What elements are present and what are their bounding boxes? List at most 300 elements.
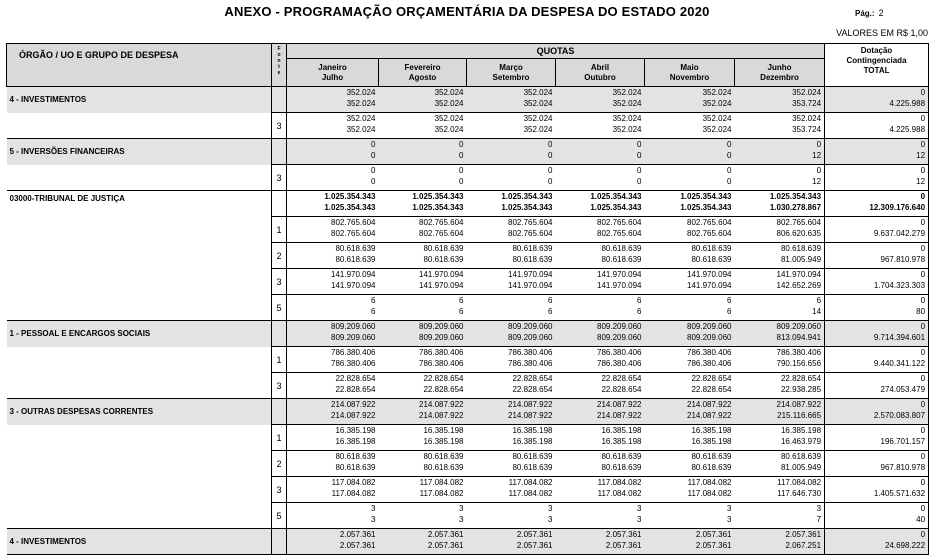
value-top: 2.057.361 [339,530,376,539]
value-bottom: 80.618.639 [512,255,553,264]
quota-cell [735,217,825,243]
value-bottom: 352.024 [612,99,642,108]
value-top: 0 [548,140,553,149]
value-bottom: 352.024 [702,99,732,108]
quota-cell [379,243,467,269]
dotacao-cell [825,165,929,191]
quota-cell [735,399,825,425]
value-top: 352.024 [702,88,732,97]
value-top: 352.024 [346,114,376,123]
value-bottom: 3 [459,515,464,524]
value-bottom: 2.057.361 [695,541,732,550]
page-label: Pág.: [855,9,875,18]
value-bottom: 12 [812,177,822,186]
value-bottom: 2.057.361 [605,541,642,550]
value-bottom: 16.385.198 [512,437,553,446]
quota-cell [556,139,645,165]
quota-cell [287,373,379,399]
value-top: 0 [920,270,926,279]
value-bottom: 786.380.406 [331,359,376,368]
quota-cell [556,503,645,529]
value-bottom: 1.025.354.343 [680,203,732,212]
value-top: 802.765.604 [331,218,376,227]
month-header-second: Setembro [492,72,530,82]
value-top: 141.970.094 [419,270,464,279]
table-row [7,347,929,373]
value-top: 0 [920,192,926,201]
value-top: 352.024 [612,88,642,97]
value-top: 2.057.361 [427,530,464,539]
month-header-first: Janeiro [318,62,347,72]
dotacao-cell [825,87,929,113]
quota-cell [556,243,645,269]
value-top: 786.380.406 [419,348,464,357]
value-bottom: 12.309.176.640 [869,203,926,212]
value-top: 1.025.354.343 [501,192,553,201]
value-top: 80.618.639 [601,244,642,253]
value-top: 802.765.604 [508,218,553,227]
value-top: 214.087.922 [687,400,732,409]
value-bottom: 22.828.654 [691,385,732,394]
value-top: 214.087.922 [508,400,553,409]
value-bottom: 16.385.198 [335,437,376,446]
row-label [7,243,272,269]
table-row [7,399,929,425]
row-label [7,113,272,139]
value-bottom: 142.652.269 [776,281,822,290]
value-top: 80.618.639 [601,452,642,461]
value-bottom: 7 [816,515,822,524]
quota-cell [645,425,735,451]
fonte-header-label: F o n t e [277,46,281,76]
quota-cell [379,139,467,165]
value-bottom: 352.024 [346,125,376,134]
quota-cell [735,451,825,477]
dotacao-cell [825,451,929,477]
value-bottom: 141.970.094 [419,281,464,290]
value-top: 214.087.922 [419,400,464,409]
quota-cell [556,165,645,191]
value-bottom: 12 [916,177,926,186]
quota-cell [645,503,735,529]
value-bottom: 22.828.654 [512,385,553,394]
value-top: 22.828.654 [423,374,464,383]
value-top: 1.025.354.343 [769,192,822,201]
value-top: 117.084.082 [508,478,553,487]
quota-cell [556,321,645,347]
value-top: 1.025.354.343 [324,192,376,201]
row-fonte: 3 [272,165,287,191]
value-top: 3 [816,504,822,513]
row-fonte: 5 [272,503,287,529]
value-top: 6 [459,296,464,305]
table-row [7,165,929,191]
quota-cell [379,87,467,113]
row-label [7,373,272,399]
quota-cell [379,503,467,529]
value-bottom: 802.765.604 [419,229,464,238]
value-bottom: 1.025.354.343 [412,203,464,212]
month-header-second: Julho [321,72,344,82]
fonte-header [272,44,287,87]
row-label: 4 - INVESTIMENTOS [7,529,272,555]
value-top: 786.380.406 [508,348,553,357]
value-bottom: 274.053.479 [880,385,926,394]
dotacao-cell [825,347,929,373]
row-fonte: 2 [272,451,287,477]
value-bottom: 22.828.654 [335,385,376,394]
value-top: 0 [920,348,926,357]
value-bottom: 80.618.639 [335,463,376,472]
quota-cell [645,165,735,191]
value-top: 802.765.604 [687,218,732,227]
value-bottom: 806.620.635 [776,229,822,238]
value-bottom: 117.084.082 [508,489,553,498]
quota-cell [379,269,467,295]
value-bottom: 214.087.922 [419,411,464,420]
row-label [7,451,272,477]
value-bottom: 80.618.639 [335,255,376,264]
quota-cell [287,191,379,217]
value-bottom: 9.637.042.279 [873,229,926,238]
value-top: 117.084.082 [777,478,822,487]
value-bottom: 6 [371,307,376,316]
dotacao-cell [825,191,929,217]
quota-cell [556,477,645,503]
value-top: 809.209.060 [331,322,376,331]
value-top: 80.618.639 [691,452,732,461]
quota-cell [735,243,825,269]
value-bottom: 809.209.060 [508,333,553,342]
value-bottom: 12 [812,151,822,160]
row-label [7,347,272,373]
dotacao-cell [825,321,929,347]
value-top: 0 [920,478,926,487]
value-bottom: 967.810.978 [880,463,926,472]
value-bottom: 1.025.354.343 [590,203,642,212]
quota-cell [287,451,379,477]
value-bottom: 1.025.354.343 [501,203,553,212]
value-top: 352.024 [612,114,642,123]
month-header [287,59,379,87]
value-top: 0 [637,166,642,175]
value-top: 809.209.060 [776,322,822,331]
value-top: 141.970.094 [597,270,642,279]
value-top: 141.970.094 [508,270,553,279]
month-header [556,59,645,87]
quota-cell [287,165,379,191]
value-top: 786.380.406 [331,348,376,357]
quota-cell [467,477,556,503]
value-bottom: 0 [371,177,376,186]
value-top: 117.084.082 [687,478,732,487]
value-top: 214.087.922 [331,400,376,409]
quota-cell [467,321,556,347]
value-bottom: 813.094.941 [776,333,822,342]
row-label: 1 - PESSOAL E ENCARGOS SOCIAIS [7,321,272,347]
dotacao-cell [825,373,929,399]
value-top: 352.024 [523,114,553,123]
document-title: ANEXO - PROGRAMAÇÃO ORÇAMENTÁRIA DA DESPESA DO ESTADO 2020 [224,4,710,19]
orgao-header: ÓRGÃO / UO E GRUPO DE DESPESA [7,44,272,87]
value-bottom: 215.116.665 [777,411,822,420]
value-top: 80.618.639 [423,244,464,253]
quota-cell [645,295,735,321]
table-row [7,113,929,139]
quota-cell [735,165,825,191]
value-top: 22.828.654 [335,374,376,383]
value-top: 16.385.198 [601,426,642,435]
value-top: 214.087.922 [776,400,822,409]
value-top: 117.084.082 [419,478,464,487]
value-bottom: 3 [727,515,732,524]
value-bottom: 809.209.060 [687,333,732,342]
quota-cell [645,113,735,139]
dotacao-cell [825,139,929,165]
value-bottom: 3 [371,515,376,524]
row-label: 3 - OUTRAS DESPESAS CORRENTES [7,399,272,425]
value-top: 0 [920,218,926,227]
dotacao-line-1: Dotação [860,46,893,55]
value-bottom: 353.724 [792,99,822,108]
value-bottom: 0 [459,177,464,186]
value-bottom: 809.209.060 [419,333,464,342]
quota-cell [645,243,735,269]
table-row [7,269,929,295]
quota-cell [379,373,467,399]
value-top: 16.385.198 [335,426,376,435]
quota-cell [735,425,825,451]
quota-cell [645,87,735,113]
value-bottom: 214.087.922 [597,411,642,420]
row-fonte [272,87,287,113]
quota-cell [379,451,467,477]
quota-cell [556,269,645,295]
value-bottom: 6 [727,307,732,316]
value-bottom: 352.024 [523,99,553,108]
quota-cell [735,113,825,139]
quota-cell [287,321,379,347]
value-top: 141.970.094 [776,270,822,279]
value-bottom: 0 [548,177,553,186]
value-top: 3 [727,504,732,513]
quota-cell [556,191,645,217]
quota-cell [556,113,645,139]
quota-cell [645,269,735,295]
value-bottom: 786.380.406 [597,359,642,368]
value-top: 0 [816,166,822,175]
row-fonte: 2 [272,243,287,269]
quota-cell [645,139,735,165]
month-header-first: Fevereiro [404,62,441,72]
value-top: 809.209.060 [597,322,642,331]
value-top: 0 [920,114,926,123]
value-bottom: 0 [459,151,464,160]
dotacao-line-2: Contingenciada [846,56,907,65]
value-top: 786.380.406 [776,348,822,357]
value-bottom: 2.067.251 [785,541,822,550]
quota-cell [556,87,645,113]
row-label [7,269,272,295]
value-bottom: 24.698.222 [884,541,926,550]
quota-cell [379,477,467,503]
value-top: 117.084.082 [331,478,376,487]
value-top: 80.618.639 [335,452,376,461]
value-bottom: 4.225.988 [889,125,926,134]
value-bottom: 80.618.639 [691,463,732,472]
quota-cell [467,503,556,529]
quota-cell [287,399,379,425]
quota-cell [735,321,825,347]
quota-cell [735,373,825,399]
value-top: 0 [920,530,926,539]
value-top: 22.828.654 [512,374,553,383]
value-top: 809.209.060 [508,322,553,331]
value-top: 352.024 [702,114,732,123]
value-bottom: 352.024 [434,99,464,108]
value-bottom: 117.646.730 [777,489,822,498]
quotas-header: QUOTAS [287,44,825,59]
value-top: 1.025.354.343 [590,192,642,201]
value-top: 3 [459,504,464,513]
quota-cell [735,503,825,529]
value-bottom: 214.087.922 [331,411,376,420]
value-bottom: 1.405.571.632 [873,489,926,498]
month-header-second: Outubro [584,72,616,82]
quota-cell [467,191,556,217]
value-bottom: 802.765.604 [508,229,553,238]
quota-cell [556,217,645,243]
value-top: 117.084.082 [597,478,642,487]
row-fonte: 1 [272,347,287,373]
quota-cell [379,295,467,321]
quota-cell [735,269,825,295]
month-header [645,59,735,87]
budget-table [6,43,929,555]
value-bottom: 80.618.639 [512,463,553,472]
value-bottom: 3 [637,515,642,524]
value-top: 6 [637,296,642,305]
quota-cell [287,139,379,165]
value-bottom: 809.209.060 [331,333,376,342]
quota-cell [287,243,379,269]
quota-cell [645,373,735,399]
value-top: 0 [920,374,926,383]
value-top: 80.618.639 [780,452,822,461]
dotacao-header [825,44,929,87]
row-fonte [272,139,287,165]
value-bottom: 81.005.949 [780,463,822,472]
quota-cell [287,503,379,529]
value-bottom: 141.970.094 [508,281,553,290]
quota-cell [467,399,556,425]
value-top: 6 [371,296,376,305]
value-bottom: 352.024 [346,99,376,108]
row-fonte: 1 [272,425,287,451]
value-top: 0 [920,400,926,409]
value-top: 352.024 [346,88,376,97]
value-bottom: 80.618.639 [423,255,464,264]
value-top: 802.765.604 [776,218,822,227]
row-label: 4 - INVESTIMENTOS [7,87,272,113]
value-bottom: 790.156.656 [776,359,822,368]
value-bottom: 0 [548,151,553,160]
dotacao-cell [825,217,929,243]
quota-cell [735,295,825,321]
value-top: 352.024 [792,114,822,123]
quota-cell [287,425,379,451]
table-row [7,217,929,243]
value-top: 22.828.654 [780,374,822,383]
value-top: 2.057.361 [785,530,822,539]
month-header-first: Junho [767,62,792,72]
month-header-first: Abril [590,62,610,72]
row-label: 03000-TRIBUNAL DE JUSTIÇA [9,194,125,203]
table-row [7,451,929,477]
value-bottom: 3 [548,515,553,524]
value-bottom: 353.724 [792,125,822,134]
value-bottom: 22.938.285 [780,385,822,394]
quota-cell [467,425,556,451]
value-top: 802.765.604 [597,218,642,227]
month-header-second: Agosto [408,72,437,82]
quota-cell [287,269,379,295]
row-label [7,217,272,243]
value-top: 0 [920,296,926,305]
value-top: 80.618.639 [423,452,464,461]
quota-cell [735,87,825,113]
value-bottom: 6 [459,307,464,316]
value-top: 786.380.406 [597,348,642,357]
quota-cell [287,347,379,373]
quota-cell [379,165,467,191]
value-bottom: 786.380.406 [687,359,732,368]
value-bottom: 16.385.198 [423,437,464,446]
value-bottom: 14 [812,307,822,316]
quota-cell [379,217,467,243]
quota-cell [556,347,645,373]
row-fonte: 3 [272,269,287,295]
value-bottom: 80.618.639 [691,255,732,264]
page-indicator [855,8,884,18]
month-header [735,59,825,87]
quota-cell [735,347,825,373]
row-fonte [272,399,287,425]
table-row [7,321,929,347]
value-top: 1.025.354.343 [680,192,732,201]
month-header [379,59,467,87]
value-bottom: 6 [637,307,642,316]
value-top: 80.618.639 [335,244,376,253]
dotacao-cell [825,503,929,529]
quota-cell [287,295,379,321]
quota-cell [735,139,825,165]
quota-cell [645,451,735,477]
value-top: 141.970.094 [331,270,376,279]
value-bottom: 2.570.083.807 [873,411,926,420]
row-label: 5 - INVERSÕES FINANCEIRAS [7,139,272,165]
row-label [7,503,272,529]
value-bottom: 196.701.157 [880,437,926,446]
units-note: VALORES EM R$ 1,00 [836,28,928,38]
quota-cell [467,451,556,477]
value-top: 352.024 [434,88,464,97]
value-top: 3 [548,504,553,513]
value-bottom: 802.765.604 [597,229,642,238]
row-label [7,295,272,321]
value-top: 2.057.361 [695,530,732,539]
quota-cell [735,477,825,503]
